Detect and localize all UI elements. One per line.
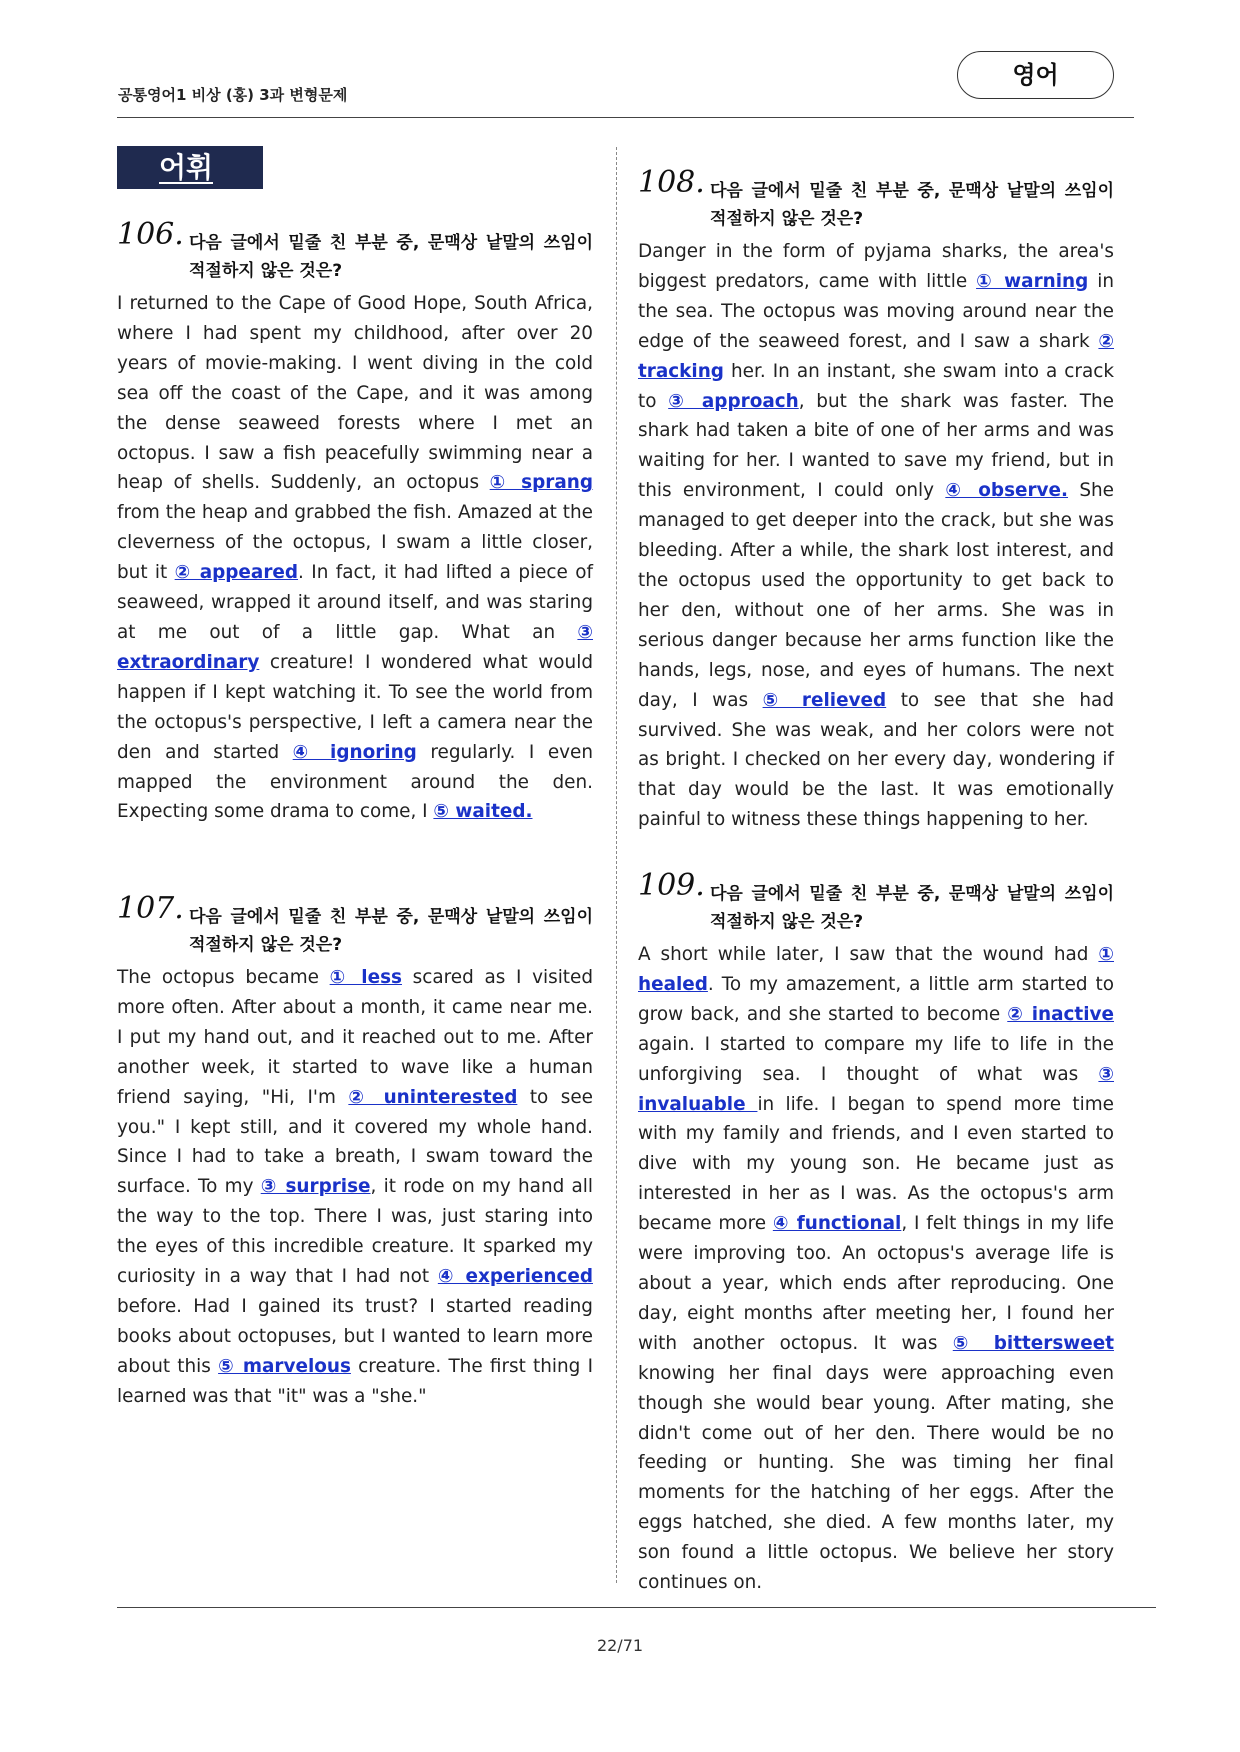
passage-text: . To my amazement, a little arm started to grow back, and she started to become (638, 973, 1114, 1025)
section-label-text: 어휘 (159, 146, 213, 189)
passage-text: from the heap and grabbed the fish. Amazed at the cleverness of the octopus, I swam a little closer, but it (117, 502, 593, 584)
passage-text: . In fact, it had lifted a piece of seaweed, wrapped it around itself, and was staring at me out of a little gap. What an (117, 562, 593, 643)
passage-text: creature! I wondered what would happen if I kept watching it. To see the world from the octopus's perspective, I left a camera near the den and started (117, 651, 593, 763)
choice-1: ① healed (638, 944, 1114, 995)
choice-1: ① sprang (489, 472, 594, 494)
passage-text: her. In an instant, she swam into a crack to (638, 360, 1114, 412)
passage-text: , it rode on my hand all the way to the top. There I was, just staring into the eyes of this incredible creature. It sparked my curiosity in a way that I had not (117, 1176, 594, 1288)
question-heading (117, 891, 593, 959)
question-number: 107. (117, 891, 184, 926)
question-instruction: 다음 글에서 밑줄 친 부분 중, 문맥상 낱말의 쓰임이 적절하지 않은 것은? (189, 233, 593, 281)
choice-3: ③ surprise (260, 1176, 371, 1198)
choice-5: ⑤ relieved (762, 689, 887, 711)
passage-text: Danger in the form of pyjama sharks, the area's biggest predators, came with little (638, 241, 1114, 292)
question-108 (638, 165, 1114, 835)
question-number: 106. (117, 217, 184, 252)
passage-text: regularly. I even mapped the environment around the den. Expecting some drama to come, I (117, 741, 593, 823)
passage (638, 237, 1114, 835)
choice-5: ⑤ waited. (433, 801, 533, 823)
question-106 (117, 217, 594, 827)
question-number: 108. (638, 165, 705, 200)
passage-text: A short while later, I saw that the wound had (638, 944, 1099, 965)
passage-text: creature. The first thing I learned was that "it" was a "she." (117, 1355, 594, 1407)
choice-3: ③ extraordinary (117, 621, 593, 673)
header-divider (117, 117, 1134, 118)
choice-4: ④ ignoring (292, 741, 417, 763)
choice-4: ④ experienced (437, 1266, 593, 1288)
passage-text: to see you." I kept still, and it covered my whole hand. Since I had to take a breath, I swam toward the surface. To my (117, 1086, 593, 1198)
subject-badge: 영어 (957, 51, 1114, 99)
choice-1: ① less (329, 967, 402, 988)
choice-4: ④ functional (772, 1213, 902, 1235)
passage-text: , but the shark was faster. The shark had taken a bite of one of her arms and was waiting for her. I wanted to save my friend, but in this environment, I could only (638, 390, 1114, 502)
choice-1: ① warning (976, 270, 1089, 292)
question-heading (638, 868, 1114, 936)
passage-text: , I felt things in my life were improving too. An octopus's average life is about a year, which ends after reproducing. One day, eight months after meeting her, I found her with another octopus. It was (638, 1213, 1114, 1354)
passage-text: knowing her final days were approaching even though she would bear young. After mating, she didn't come out of her den. There would be no feeding or hunting. She was timing her final moments for the hatching of her eggs. After the eggs hatched, she died. A few months later, my son found a little octopus. We believe her story continues on. (638, 1362, 1114, 1594)
choice-3: ③ invaluable (638, 1063, 1114, 1115)
document-title: 공통영어1 비상 (홍) 3과 변형문제 (118, 86, 348, 104)
passage-text: in the sea. The octopus was moving around near the edge of the seaweed forest, and I saw a shark (638, 270, 1114, 352)
passage-text: The octopus became (117, 967, 330, 988)
question-109 (638, 868, 1114, 1598)
choice-2: ② inactive (1007, 1003, 1114, 1025)
question-number: 109. (638, 868, 705, 903)
question-107 (117, 891, 594, 1412)
question-instruction: 다음 글에서 밑줄 친 부분 중, 문맥상 낱말의 쓰임이 적절하지 않은 것은? (710, 181, 1114, 229)
passage-text: in life. I began to spend more time with my family and friends, and I even started to dive with my young son. He became just as interested in her as I was. As the octopus's arm became more (638, 1093, 1114, 1235)
question-heading (117, 217, 593, 285)
passage (117, 963, 593, 1412)
passage-text: I returned to the Cape of Good Hope, South Africa, where I had spent my childhood, after over 20 years of movie-making. I went diving in the cold sea off the coast of the Cape, and it was among the dense seaweed forests where I met an octopus. I saw a fish peacefully swimming near a heap of shells. Suddenly, an octopus (117, 293, 593, 494)
question-heading (638, 165, 1114, 233)
section-label (117, 146, 263, 189)
footer-divider (117, 1607, 1156, 1608)
passage-text: She managed to get deeper into the crack, but she was bleeding. After a while, the shark lost interest, and the octopus used the opportunity to get back to her den, without one of her arms. She was in serious danger because her arms function like the hands, legs, nose, and eyes of humans. The next day, I was (638, 480, 1114, 711)
choice-4: ④ observe. (945, 480, 1069, 502)
choice-2: ② tracking (638, 330, 1114, 382)
passage-text: scared as I visited more often. After about a month, it came near me. I put my hand out, and it reached out to me. After another week, it started to wave like a human friend saying, "Hi, I'm (117, 967, 593, 1108)
passage-text: before. Had I gained its trust? I started reading books about octopuses, but I wanted to learn more about this (117, 1295, 593, 1377)
choice-2: ② appeared (174, 562, 299, 584)
choice-5: ⑤ bittersweet (952, 1332, 1114, 1354)
choice-5: ⑤ marvelous (218, 1355, 351, 1377)
page-number: 22/71 (596, 1636, 644, 1655)
choice-3: ③ approach (668, 390, 799, 412)
column-divider (616, 147, 617, 1583)
passage (638, 940, 1114, 1598)
choice-2: ② uninterested (348, 1086, 518, 1108)
passage-text: to see that she had survived. She was weak, and her colors were not as bright. I checked on her every day, wondering if that day would be the last. It was emotionally painful to witness these things happening to her. (638, 689, 1114, 831)
question-instruction: 다음 글에서 밑줄 친 부분 중, 문맥상 낱말의 쓰임이 적절하지 않은 것은? (189, 907, 593, 955)
passage (117, 289, 593, 827)
passage-text: again. I started to compare my life to life in the unforgiving sea. I thought of what was (638, 1033, 1114, 1085)
question-instruction: 다음 글에서 밑줄 친 부분 중, 문맥상 낱말의 쓰임이 적절하지 않은 것은? (710, 884, 1114, 932)
